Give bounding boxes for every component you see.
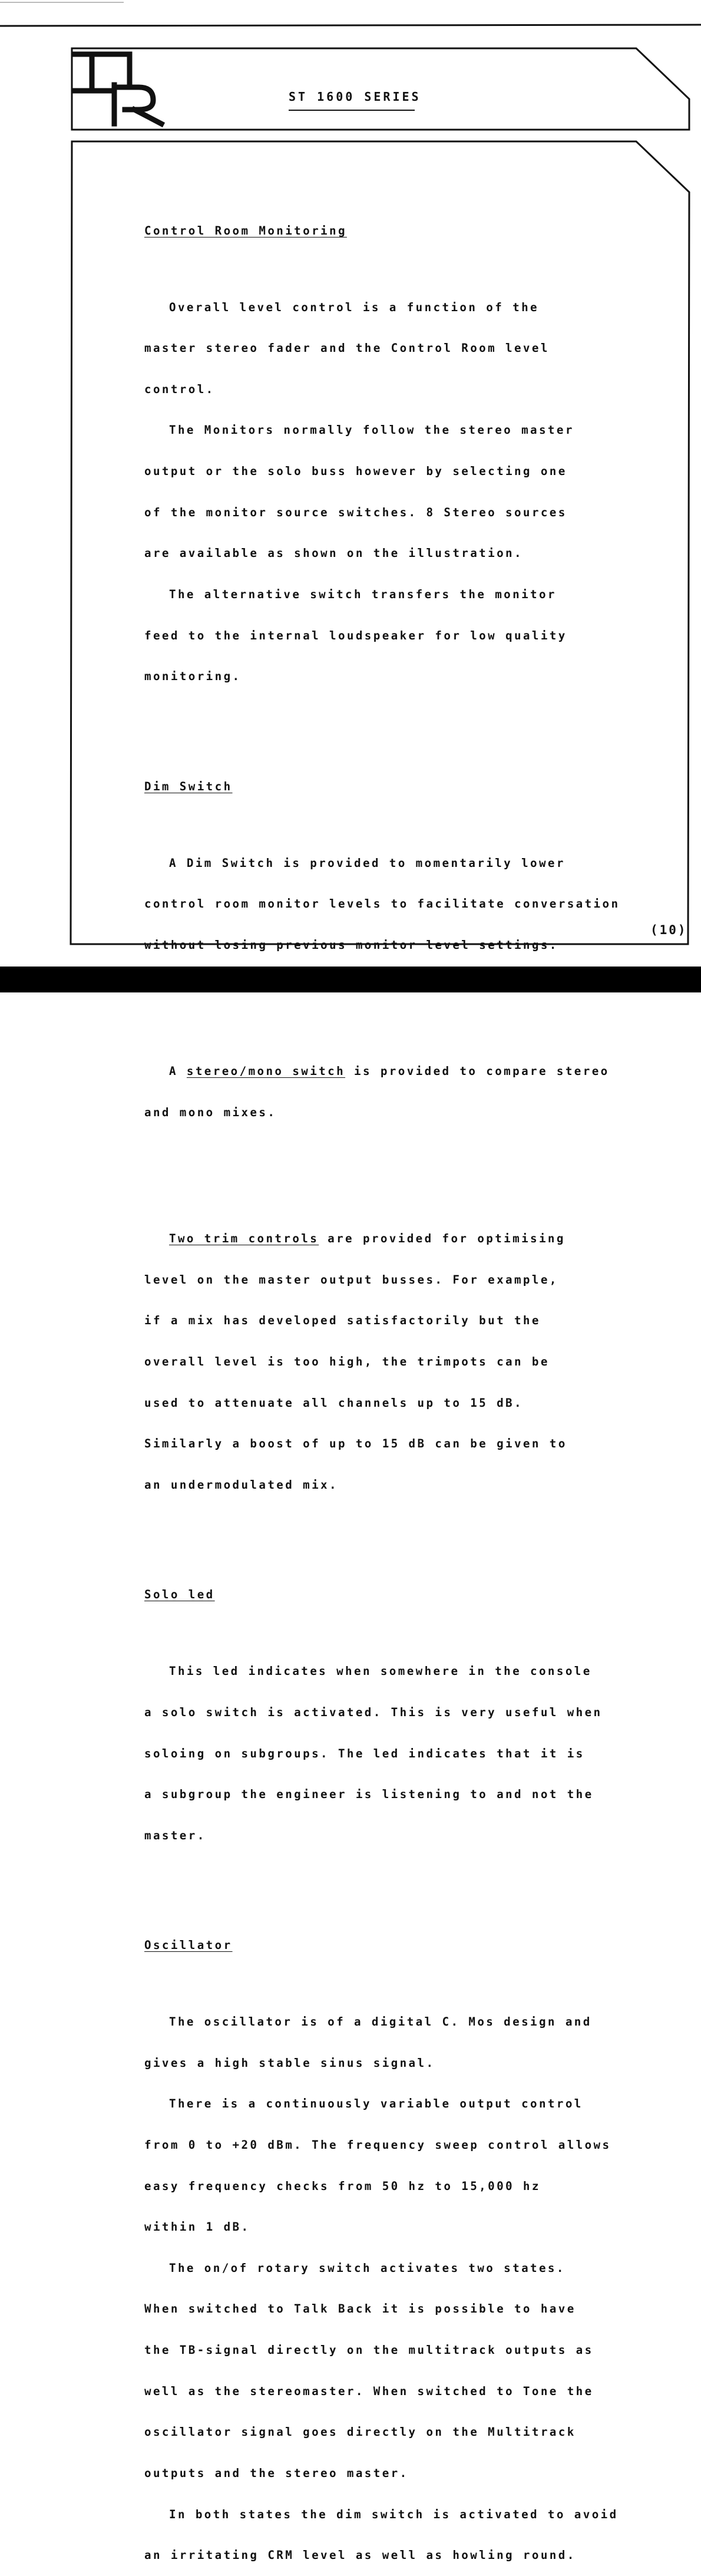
stereo-mono-lead: A (169, 1064, 178, 1078)
paragraph-line: In both states the dim switch is activated to avoid (169, 2507, 619, 2521)
paragraph-line: This led indicates when somewhere in the console (169, 1664, 592, 1678)
paragraph-line: without losing previous monitor level settings. (144, 938, 558, 952)
section-heading: Dim Switch (144, 779, 233, 793)
paragraph-line: There is a continuously variable output control (169, 2097, 583, 2111)
series-title: ST 1600 SERIES (289, 90, 421, 104)
paragraph-line (144, 1064, 616, 1078)
paragraph-line: a solo switch is activated. This is very useful when (144, 1705, 603, 1719)
paragraph-line: outputs and the stereo master. (144, 2466, 409, 2480)
section-heading: Solo led (144, 1588, 215, 1602)
paragraph-line: Similarly a boost of up to 15 dB can be given to (144, 1437, 567, 1451)
paragraph-line: feed to the internal loudspeaker for low quality (144, 628, 567, 642)
paragraph-line: soloing on subgroups. The led indicates that it is (144, 1746, 585, 1760)
paragraph-line: an irritating CRM level as well as howling round. (144, 2548, 576, 2562)
paragraph-line: control room monitor levels to facilitate conversation (144, 897, 620, 911)
paragraph-line: master. (144, 1828, 206, 1842)
trim-term: Two trim controls (169, 1232, 319, 1246)
paragraph-line: are available as shown on the illustration. (144, 546, 523, 560)
paragraph-line: easy frequency checks from 50 hz to 15,000 hz (144, 2179, 541, 2193)
paragraph-line: output or the solo buss however by selecting one (144, 464, 567, 479)
document-body (144, 183, 620, 2576)
paragraph-line: if a mix has developed satisfactorily but the (144, 1314, 541, 1328)
paragraph-line: gives a high stable sinus signal. (144, 2056, 435, 2070)
paragraph-line: the TB-signal directly on the multitrack outputs as (144, 2343, 594, 2357)
paragraph-line: The alternative switch transfers the monitor (169, 587, 557, 601)
paragraph-line: used to attenuate all channels up to 15 dB. (144, 1396, 523, 1410)
paragraph-line (144, 1232, 616, 1245)
paragraph-line: master stereo fader and the Control Room level (144, 341, 550, 355)
paragraph-line: monitoring. (144, 669, 242, 684)
paragraph-line: an undermodulated mix. (144, 1477, 338, 1492)
paragraph-line: control. (144, 382, 215, 396)
scan-bottom-edge (0, 967, 701, 992)
page-number: (10) (650, 923, 687, 937)
paragraph-line: from 0 to +20 dBm. The frequency sweep control allows (144, 2138, 611, 2152)
paragraph-line: Overall level control is a function of the (169, 300, 539, 314)
paragraph-line: well as the stereomaster. When switched to Tone the (144, 2384, 594, 2398)
trim-rest: are provided for optimising (328, 1232, 566, 1246)
paragraph-line: The Monitors normally follow the stereo master (169, 423, 574, 437)
paragraph-line: within 1 dB. (144, 2220, 250, 2234)
paragraph-line: of the monitor source switches. 8 Stereo sources (144, 505, 567, 519)
paragraph-line: When switched to Talk Back it is possible to have (144, 2302, 576, 2316)
paragraph-line: A Dim Switch is provided to momentarily lower (169, 856, 566, 870)
stereo-mono-rest: is provided to compare stereo (354, 1064, 610, 1078)
paragraph-line: The on/of rotary switch activates two states. (169, 2261, 566, 2275)
title-underline (289, 110, 415, 111)
stereo-mono-term: stereo/mono switch (186, 1064, 346, 1078)
paragraph-line: oscillator signal goes directly on the Multitrack (144, 2425, 576, 2439)
paragraph-line: overall level is too high, the trimpots can be (144, 1355, 550, 1369)
section-heading: Control Room Monitoring (144, 223, 347, 238)
paragraph-line: level on the master output busses. For example, (144, 1272, 558, 1287)
paragraph-line: The oscillator is of a digital C. Mos design and (169, 2015, 592, 2029)
dr-logo (73, 51, 167, 127)
paragraph-line: a subgroup the engineer is listening to and not the (144, 1787, 594, 1802)
paragraph-line: and mono mixes. (144, 1105, 277, 1119)
section-heading: Oscillator (144, 1938, 233, 1952)
